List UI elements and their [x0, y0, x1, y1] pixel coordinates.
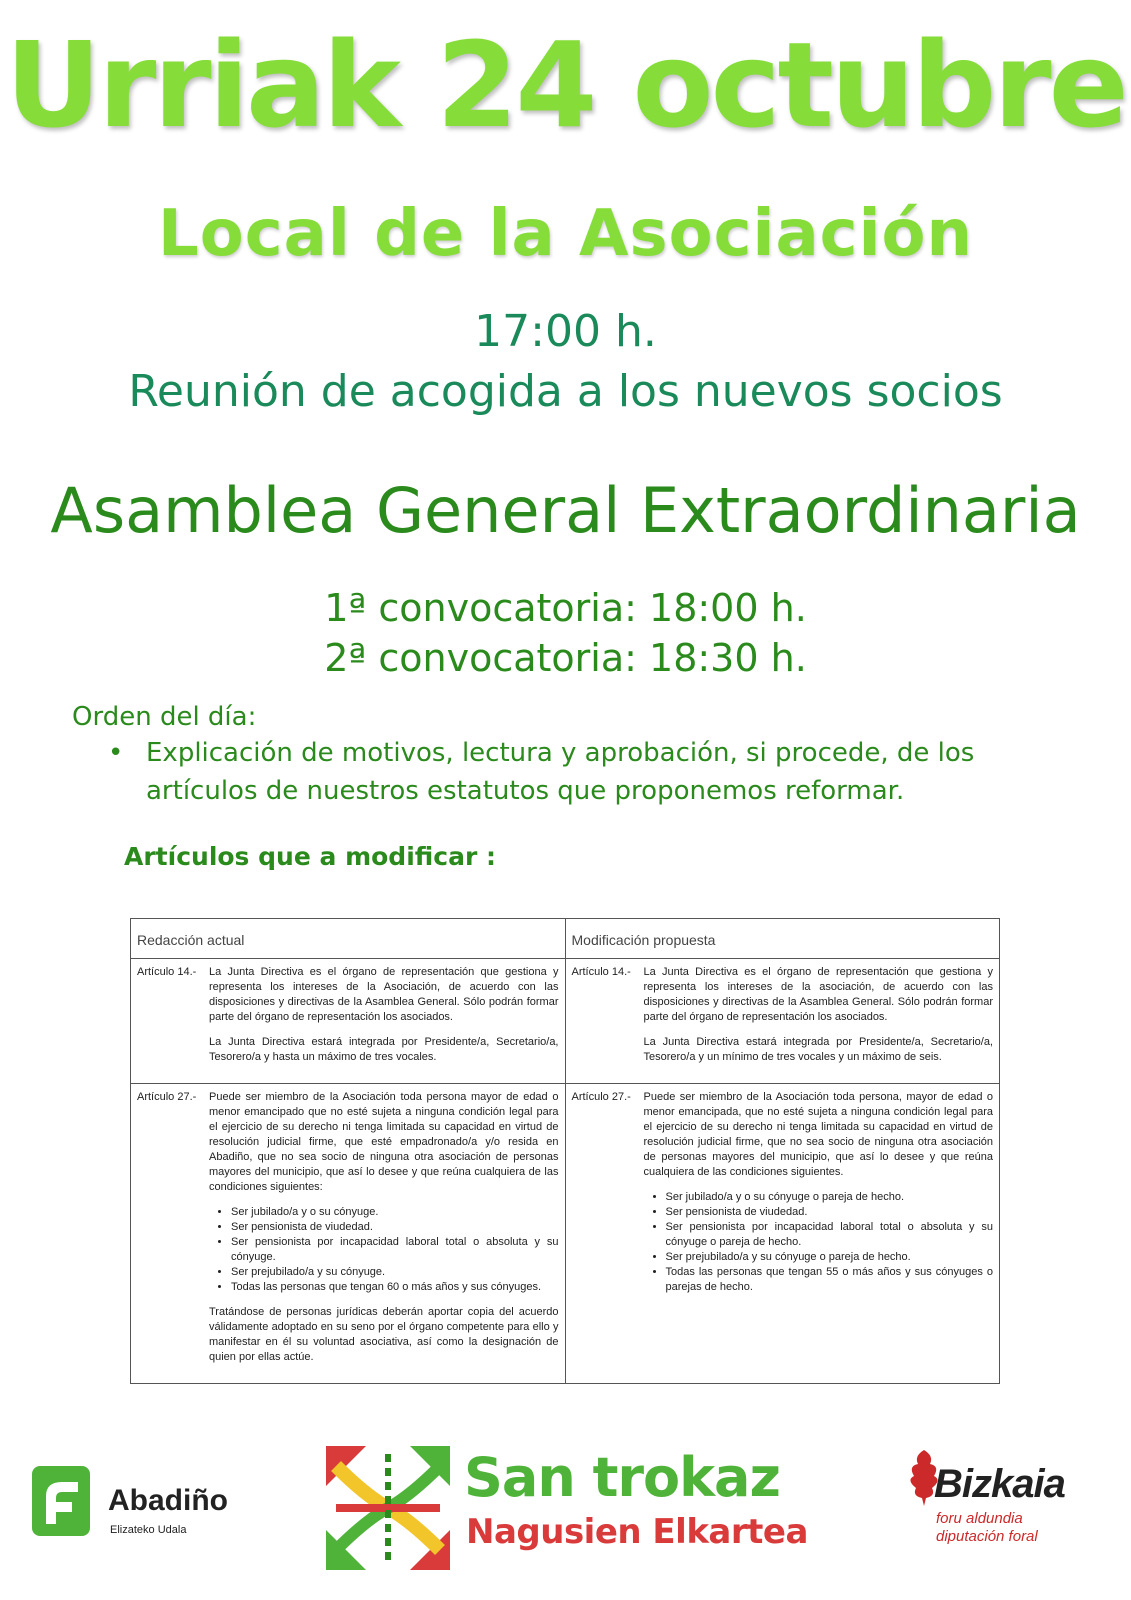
agenda-heading: Orden del día: — [72, 702, 257, 732]
article-14-current — [131, 959, 566, 1084]
articles-heading: Artículos que a modificar : — [124, 842, 497, 871]
list-item: • Ser pensionista por incapacidad laboral total o absoluta y su cónyuge o pareja de hecho. — [666, 1220, 994, 1250]
santrokaz-logo — [326, 1446, 826, 1576]
date-title: Urriak 24 octubre — [5, 16, 1126, 154]
welcome-label: Reunión de acogida a los nuevos socios — [128, 366, 1003, 417]
welcome-time: 17:00 h. — [474, 306, 657, 357]
list-item: • Ser prejubilado/a y su cónyuge o pareja de hecho. — [666, 1250, 994, 1265]
article-text: Puede ser miembro de la Asociación toda persona, mayor de edad o menor emancipada, que no esté sujeta a ninguna condición legal para el ejercicio de su derecho ni tenga limitada su capacidad en virtud de resolución judicial firme, que no sea socio de ninguna otra asociación de personas mayores del municipio, que así lo desee y que reúna cualquiera de las condiciones siguientes. — [643, 1091, 993, 1178]
abadino-subtitle: Elizateko Udala — [110, 1524, 187, 1536]
santrokaz-mark-icon — [326, 1446, 450, 1570]
bizkaia-logo — [904, 1448, 1104, 1558]
list-item: • Ser pensionista de viudedad. — [231, 1220, 559, 1235]
article-text: Puede ser miembro de la Asociación toda persona mayor de edad o menor emancipado que no esté sujeta a ninguna condición legal para el ejercicio de su derecho ni tenga limitada su capacidad en virtud de resolución judicial firme, que esté empadronado/a y/o resida en Abadiño, que no sea socio de ninguna otra asociación de personas mayores del municipio, que así lo desee y que reúna cualquiera de las condiciones siguientes: — [209, 1091, 559, 1193]
second-call: 2ª convocatoria: 18:30 h. — [324, 636, 807, 680]
article-text: La Junta Directiva estará integrada por Presidente/a, Secretario/a, Tesorero/a y hasta un máximo de tres vocales. — [209, 1036, 559, 1063]
first-call: 1ª convocatoria: 18:00 h. — [324, 586, 807, 630]
bizkaia-name: Bizkaia — [934, 1462, 1065, 1506]
table-row — [131, 1084, 1000, 1384]
article-27-current — [131, 1084, 566, 1384]
footer-logos — [0, 1436, 1131, 1586]
article-text: La Junta Directiva es el órgano de representación que gestiona y representa los intereses de la Asociación, de acuerdo con las disposiciones y directivas de la Asamblea General. Sólo podrán formar parte del órgano de representación los asociados. — [209, 966, 559, 1023]
list-item: • Ser pensionista de viudedad. — [666, 1205, 994, 1220]
bullet-icon: • — [108, 738, 124, 768]
article-label: Artículo 14.- — [571, 966, 631, 978]
article-text: La Junta Directiva estará integrada por Presidente/a, Secretario/a, Tesorero/a y un mínimo de tres vocales y un máximo de seis. — [643, 1036, 993, 1063]
list-item: • Ser pensionista por incapacidad laboral total o absoluta y su cónyuge. — [231, 1235, 559, 1265]
abadino-logo — [32, 1466, 272, 1546]
column-header-proposed: Modificación propuesta — [565, 919, 1000, 959]
list-item: • Ser jubilado/a y o su cónyuge. — [231, 1205, 559, 1220]
article-14-proposed — [565, 959, 1000, 1084]
conditions-list — [209, 1205, 559, 1295]
bizkaia-subtitle-basque: foru aldundia — [936, 1510, 1023, 1527]
santrokaz-subtitle: Nagusien Elkartea — [466, 1512, 808, 1552]
table-row — [131, 959, 1000, 1084]
list-item: • Ser jubilado/a y o su cónyuge o pareja de hecho. — [666, 1190, 994, 1205]
place-title: Local de la Asociación — [157, 197, 974, 271]
assembly-title: Asamblea General Extraordinaria — [50, 474, 1081, 547]
santrokaz-name: San trokaz — [464, 1446, 780, 1509]
list-item: • Todas las personas que tengan 55 o más años y sus cónyuges o parejas de hecho. — [666, 1265, 994, 1295]
agenda-item-text: Explicación de motivos, lectura y aprobación, si procede, de los artículos de nuestros estatutos que proponemos reformar. — [146, 738, 975, 806]
article-text: Tratándose de personas jurídicas deberán aportar copia del acuerdo válidamente adoptado en su seno por el órgano competente para ello y manifestar en él su voluntad asociativa, así como la designación de quien por ellas actúe. — [209, 1306, 559, 1363]
conditions-list — [644, 1190, 994, 1295]
article-27-proposed — [565, 1084, 1000, 1384]
list-item: • Todas las personas que tengan 60 o más años y sus cónyuges. — [231, 1280, 559, 1295]
article-label: Artículo 14.- — [137, 966, 197, 978]
agenda-item — [108, 734, 988, 810]
article-label: Artículo 27.- — [571, 1091, 631, 1103]
abadino-mark-icon — [32, 1466, 94, 1538]
articles-table — [130, 918, 1000, 1384]
column-header-current: Redacción actual — [131, 919, 566, 959]
article-label: Artículo 27.- — [137, 1091, 197, 1103]
abadino-name: Abadiño — [108, 1484, 228, 1517]
article-text: La Junta Directiva es el órgano de representación que gestiona y representa los intereses de la asociación, de acuerdo con las disposiciones y directivas de la Asamblea General. Sólo podrán formar parte del órgano de representación los asociados. — [643, 966, 993, 1023]
table-header-row — [131, 919, 1000, 959]
bizkaia-subtitle-spanish: diputación foral — [936, 1528, 1038, 1545]
list-item: • Ser prejubilado/a y su cónyuge. — [231, 1265, 559, 1280]
